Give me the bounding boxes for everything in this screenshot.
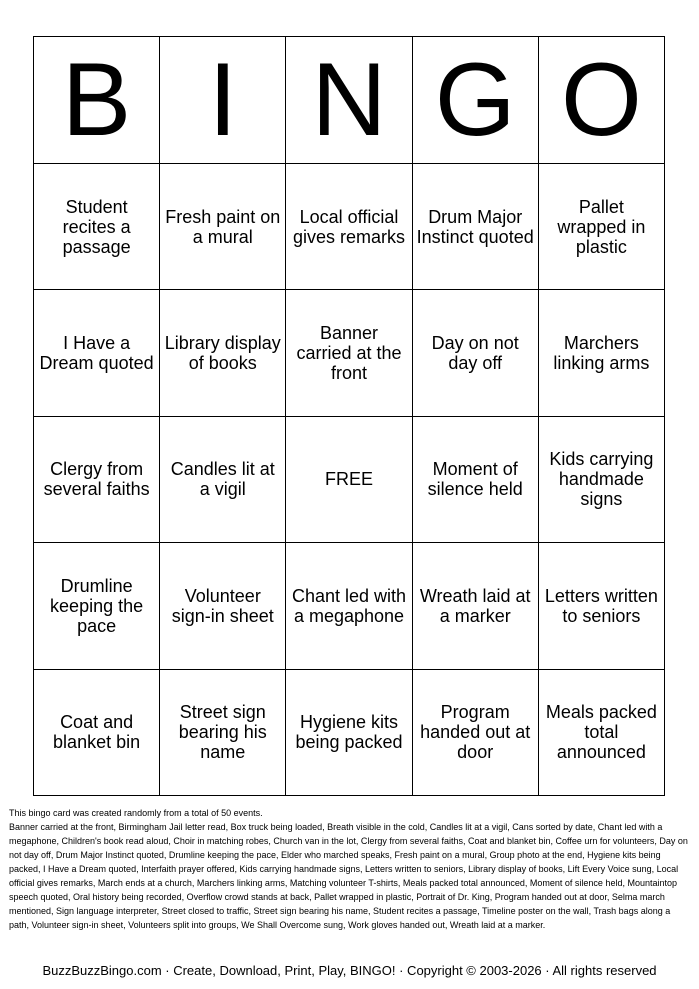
- bingo-cell: Local official gives remarks: [286, 164, 412, 290]
- header-letter-b: B: [34, 37, 160, 164]
- bingo-cell: Drum Major Instinct quoted: [413, 164, 539, 290]
- bingo-cell: I Have a Dream quoted: [34, 290, 160, 416]
- event-list-note: [9, 806, 689, 932]
- bingo-cell: Candles lit at a vigil: [160, 417, 286, 543]
- bingo-cell: Library display of books: [160, 290, 286, 416]
- bingo-cell: Marchers linking arms: [539, 290, 665, 416]
- bingo-cell: Meals packed total announced: [539, 670, 665, 796]
- bingo-cell: Clergy from several faiths: [34, 417, 160, 543]
- header-letter-g: G: [413, 37, 539, 164]
- bingo-cell: Banner carried at the front: [286, 290, 412, 416]
- bingo-cell: Pallet wrapped in plastic: [539, 164, 665, 290]
- header-letter-i: I: [160, 37, 286, 164]
- bingo-cell: Moment of silence held: [413, 417, 539, 543]
- free-space-cell: FREE: [286, 417, 412, 543]
- bingo-cell: Drumline keeping the pace: [34, 543, 160, 669]
- bingo-cell: Letters written to seniors: [539, 543, 665, 669]
- copyright-footer: BuzzBuzzBingo.com · Create, Download, Print, Play, BINGO! · Copyright © 2003-2026 · All rights reserved: [42, 963, 657, 978]
- bingo-cell: Chant led with a megaphone: [286, 543, 412, 669]
- bingo-cell: Volunteer sign-in sheet: [160, 543, 286, 669]
- bingo-cell: Hygiene kits being packed: [286, 670, 412, 796]
- bingo-cell: Day on not day off: [413, 290, 539, 416]
- note-events: Banner carried at the front, Birmingham Jail letter read, Box truck being loaded, Breath visible in the cold, Candles lit at a vigil, Cans sorted by date, Chant led with a megaphone, Children's book read aloud, Choir in matching robes, Church van in the lot, Clergy from several faiths, Coat and blanket bin, Coffee urn for volunteers, Day on not day off, Drum Major Instinct quoted, Drumline keeping the pace, Elder who marched speaks, Fresh paint on a mural, Group photo at the end, Hygiene kits being packed, I Have a Dream quoted, Interfaith prayer offered, Kids carrying handmade signs, Letters written to seniors, Library display of books, Lift Every Voice sung, Local official gives remarks, March ends at a church, Marchers linking arms, Matching volunteer T-shirts, Meals packed total announced, Moment of silence held, Mountaintop speech quoted, Oral history being recorded, Overflow crowd stands at back, Pallet wrapped in plastic, Portrait of Dr. King, Program handed out at door, Selma march mentioned, Sign language interpreter, Street closed to traffic, Street sign bearing his name, Student recites a passage, Timeline poster on the wall, Trash bags along a path, Volunteer sign-in sheet, Volunteers split into groups, We Shall Overcome sung, Work gloves handed out, Wreath laid at a marker.: [9, 822, 688, 930]
- bingo-cell: Wreath laid at a marker: [413, 543, 539, 669]
- bingo-cell: Program handed out at door: [413, 670, 539, 796]
- bingo-cell: Coat and blanket bin: [34, 670, 160, 796]
- bingo-cell: Street sign bearing his name: [160, 670, 286, 796]
- bingo-cell: Fresh paint on a mural: [160, 164, 286, 290]
- bingo-cell: Student recites a passage: [34, 164, 160, 290]
- header-letter-o: O: [539, 37, 665, 164]
- header-letter-n: N: [286, 37, 412, 164]
- note-intro: This bingo card was created randomly from a total of 50 events.: [9, 808, 263, 818]
- bingo-card: [33, 36, 665, 796]
- bingo-cell: Kids carrying handmade signs: [539, 417, 665, 543]
